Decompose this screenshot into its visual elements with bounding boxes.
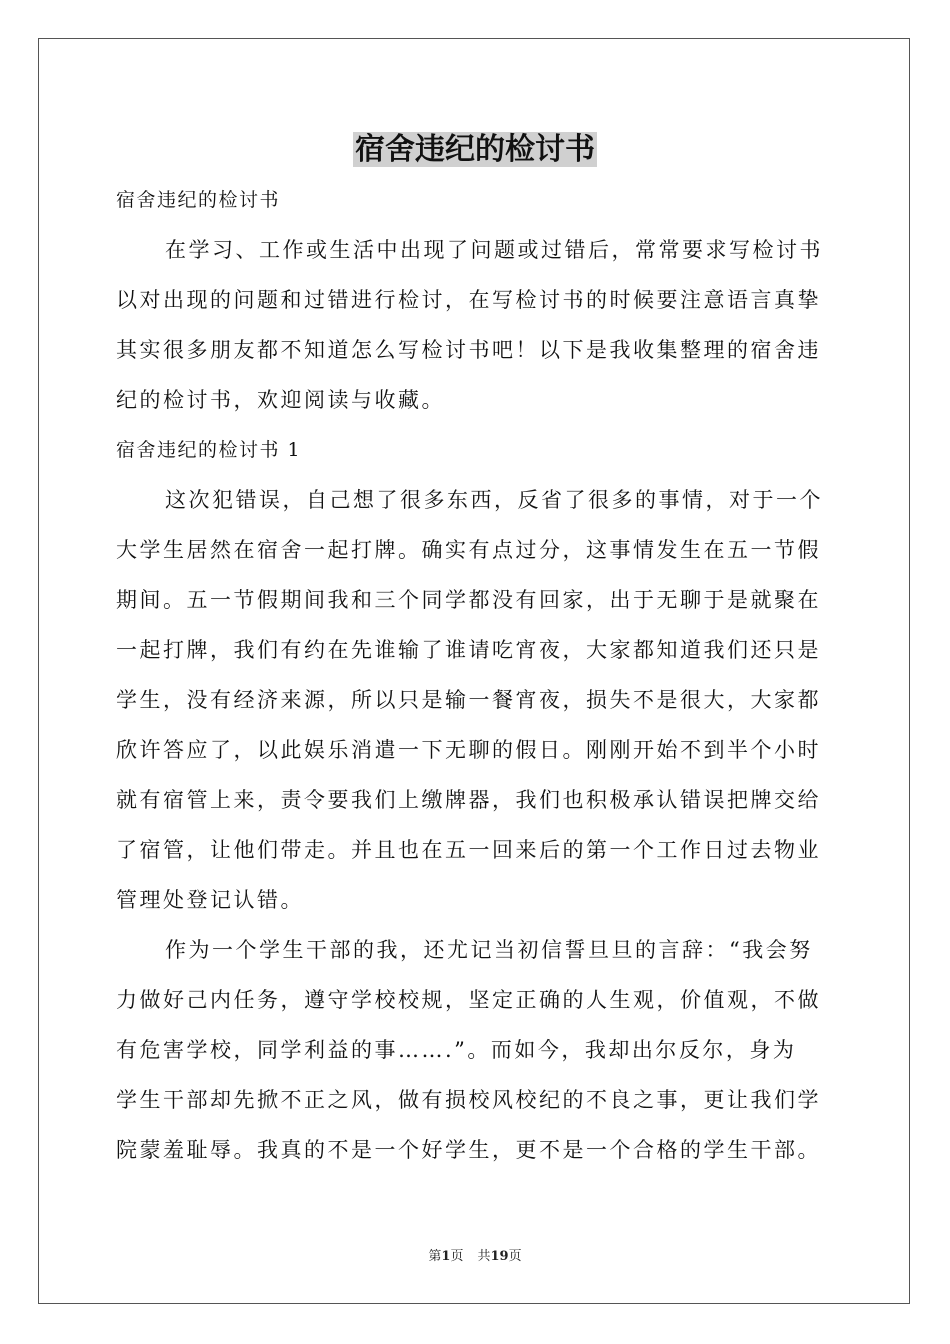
body-line: 管理处登记认错。 [116, 888, 304, 912]
body-line: 大学生居然在宿舍一起打牌。确实有点过分，这事情发生在五一节假 [116, 538, 821, 562]
body-line: 学生，没有经济来源，所以只是输一餐宵夜，损失不是很大，大家都 [116, 688, 821, 712]
body-line: 力做好己内任务，遵守学校校规，坚定正确的人生观，价值观，不做 [116, 988, 821, 1012]
section-heading: 宿舍违纪的检讨书 1 [116, 439, 302, 461]
document-body [116, 175, 836, 1175]
footer-page-prefix: 第 [428, 1249, 442, 1264]
body-line: 期间。五一节假期间我和三个同学都没有回家，出于无聊于是就聚在 [116, 588, 821, 612]
body-line: 就有宿管上来，责令要我们上缴牌器，我们也积极承认错误把牌交给 [116, 788, 821, 812]
document-title-text: 宿舍违纪的检讨书 [355, 132, 595, 167]
body-line: 其实很多朋友都不知道怎么写检讨书吧！以下是我收集整理的宿舍违 [116, 338, 821, 362]
footer-total-pages: 19 [490, 1249, 509, 1264]
body-line: 一起打牌，我们有约在先谁输了谁请吃宵夜，大家都知道我们还只是 [116, 638, 821, 662]
footer-total-prefix: 共 [477, 1249, 491, 1264]
body-line: 作为一个学生干部的我，还尤记当初信誓旦旦的言辞：“我会努 [165, 938, 813, 962]
body-line: 纪的检讨书，欢迎阅读与收藏。 [116, 388, 445, 412]
footer-page-suffix: 页 [450, 1249, 464, 1264]
body-line: 欣许答应了，以此娱乐消遣一下无聊的假日。刚刚开始不到半个小时 [116, 738, 821, 762]
document-title [0, 128, 950, 172]
body-line: 以对出现的问题和过错进行检讨，在写检讨书的时候要注意语言真挚 [116, 288, 821, 312]
footer-page-number: 1 [441, 1249, 451, 1264]
section-heading: 宿舍违纪的检讨书 [116, 189, 281, 211]
body-line: 院蒙羞耻辱。我真的不是一个好学生，更不是一个合格的学生干部。 [116, 1138, 821, 1162]
body-line: 在学习、工作或生活中出现了问题或过错后，常常要求写检讨书 [165, 238, 823, 262]
body-line: 这次犯错误，自己想了很多东西，反省了很多的事情，对于一个 [165, 488, 823, 512]
page-footer [0, 1247, 950, 1267]
body-line: 有危害学校，同学利益的事…….”。而如今，我却出尔反尔，身为 [116, 1038, 797, 1062]
body-line: 学生干部却先掀不正之风，做有损校风校纪的不良之事，更让我们学 [116, 1088, 821, 1112]
footer-total-suffix: 页 [508, 1249, 522, 1264]
body-line: 了宿管，让他们带走。并且也在五一回来后的第一个工作日过去物业 [116, 838, 821, 862]
